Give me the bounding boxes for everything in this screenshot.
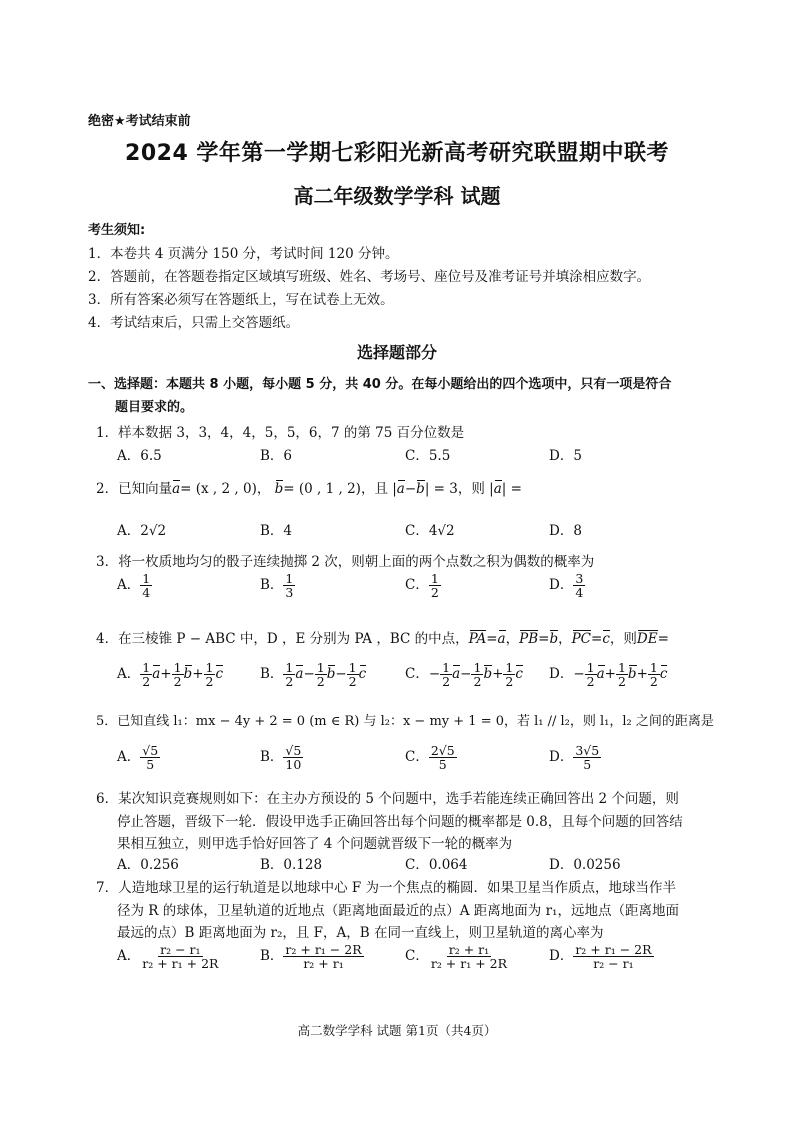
q1-option-b: B．6 — [260, 448, 293, 464]
q6-stem-line: 6．某次知识竞赛规则如下：在主办方预设的 5 个问题中，选手若能连续正确回答出 2 个问题，则 — [96, 791, 679, 807]
q2-option-b: B．4 — [260, 523, 293, 539]
confidential-label: 绝密★考试结束前 — [88, 114, 191, 129]
q7-stem-line: 最远的点）B 距离地面为 r₂，且 F，A，B 在同一直线上，则卫星轨道的离心率为 — [117, 925, 604, 941]
q3-option-d: D． $\frac{3}{4}$ — [549, 571, 584, 601]
q3-stem: 3．将一枚质地均匀的骰子连续抛掷 2 次，则朝上面的两个点数之积为偶数的概率为 — [96, 554, 595, 570]
q7-stem-line: 径为 R 的球体，卫星轨道的近地点（距离地面最近的点）A 距离地面为 r₁，远地点（距离地面 — [117, 903, 679, 919]
notice-item: 4．考试结束后，只需上交答题纸。 — [88, 315, 300, 331]
q1-stem: 1．样本数据 3，3，4，4，5，5，6，7 的第 75 百分位数是 — [96, 425, 465, 441]
q2-option-c: C．4√2 — [405, 523, 455, 539]
vector-a: a — [493, 481, 502, 497]
vector-b: b — [274, 481, 284, 497]
q6-stem-line: 果相互独立，则甲选手恰好回答了 4 个问题就晋级下一轮的概率为 — [117, 836, 513, 852]
q3-option-b: B． $\frac{1}{3}$ — [260, 571, 294, 601]
part-instruction-line2: 题目要求的。 — [115, 400, 194, 415]
q5-option-a: A． $\frac{√5}{5}$ — [117, 743, 159, 773]
q3-option-a: A． $\frac{1}{4}$ — [117, 571, 151, 601]
q1-option-d: D．5 — [549, 448, 582, 464]
vector-a: a — [396, 481, 405, 497]
vector-b: b — [416, 481, 425, 497]
q6-option-a: A．0.256 — [117, 857, 179, 873]
q4-option-b: B． $\frac{1}{2}$ a− $\frac{1}{2}$ b− $\frac{1}{2}$ c — [260, 660, 367, 690]
q4-option-d: D．− $\frac{1}{2}$ a+ $\frac{1}{2}$ b+ $\frac{1}{2}$ c — [549, 660, 668, 690]
q2-option-a: A．2√2 — [117, 523, 167, 539]
q5-option-b: B． $\frac{√5}{10}$ — [260, 743, 302, 773]
q4-stem: 4．在三棱锥 P − ABC 中，D ，E 分别为 PA ，BC 的中点，PA=a，PB=b，PC=c，则DE= — [96, 631, 669, 647]
q6-option-b: B．0.128 — [260, 857, 323, 873]
q3-option-c: C． $\frac{1}{2}$ — [405, 571, 439, 601]
q4-option-c: C．− $\frac{1}{2}$ a− $\frac{1}{2}$ b+ $\frac{1}{2}$ c — [405, 660, 523, 690]
exam-title: 2024 学年第一学期七彩阳光新高考研究联盟期中联考 — [125, 141, 669, 166]
q7-option-b: B． $\frac{\text{r₂ + r₁ − 2R}}{\text{r₂ + r₁}}$ — [260, 942, 362, 972]
q1-option-a: A．6.5 — [117, 448, 162, 464]
notice-item: 3．所有答案必须写在答题纸上，写在试卷上无效。 — [88, 292, 394, 308]
q6-option-d: D．0.0256 — [549, 857, 621, 873]
exam-subtitle: 高二年级数学学科 试题 — [293, 184, 501, 208]
notice-item: 2．答题前，在答题卷指定区域填写班级、姓名、考场号、座位号及准考证号并填涂相应数字。 — [88, 269, 651, 285]
q2-option-d: D．8 — [549, 523, 582, 539]
q5-option-c: C． $\frac{2√5}{5}$ — [405, 743, 455, 773]
q7-option-a: A． $\frac{\text{r₂ − r₁}}{\text{r₂ + r₁ + 2R}}$ — [117, 942, 219, 972]
q7-stem-line: 7．人造地球卫星的运行轨道是以地球中心 F 为一个焦点的椭圆．如果卫星当作质点，地球当作半 — [96, 880, 677, 896]
q4-option-a: A． $\frac{1}{2}$ a+ $\frac{1}{2}$ b+ $\frac{1}{2}$ c — [117, 660, 224, 690]
q7-option-d: D． $\frac{\text{r₂ + r₁ − 2R}}{\text{r₂ − r₁}}$ — [549, 942, 652, 972]
page-footer: 高二数学学科 试题 第1页（共4页） — [297, 1023, 497, 1038]
q7-option-c: C． $\frac{\text{r₂ + r₁}}{\text{r₂ + r₁ + 2R}}$ — [405, 942, 508, 972]
q5-stem: 5．已知直线 l₁：mx − 4y + 2 = 0 (m ∈ R) 与 l₂：x − my + 1 = 0，若 l₁ // l₂，则 l₁，l₂ 之间的距离是 — [96, 714, 714, 729]
q6-option-c: C．0.064 — [405, 857, 468, 873]
vector-a: a — [172, 481, 181, 497]
q1-option-c: C．5.5 — [405, 448, 451, 464]
part-instruction-line1: 一、选择题：本题共 8 小题，每小题 5 分，共 40 分。在每小题给出的四个选项中，只有一项是符合 — [88, 377, 672, 392]
q2-stem: 2．已知向量a= (x , 2 , 0)， b= (0 , 1 , 2)，且 |a−b| = 3，则 |a| = — [96, 481, 522, 497]
notice-item: 1．本卷共 4 页满分 150 分，考试时间 120 分钟。 — [88, 246, 399, 262]
section-title: 选择题部分 — [356, 343, 437, 362]
q6-stem-line: 停止答题，晋级下一轮．假设甲选手正确回答出每个问题的概率都是 0.8，且每个问题的回答结 — [117, 814, 683, 830]
q5-option-d: D． $\frac{3√5}{5}$ — [549, 743, 600, 773]
notice-heading: 考生须知: — [88, 223, 146, 238]
